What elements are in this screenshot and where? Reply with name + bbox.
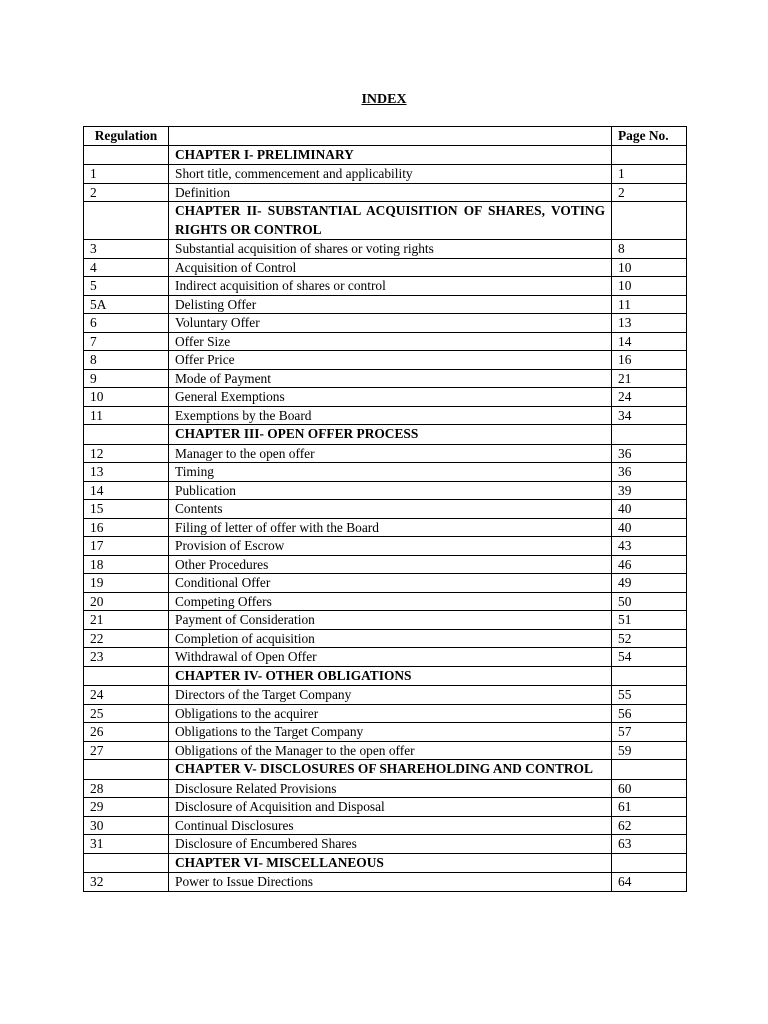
table-row xyxy=(84,406,687,425)
table-row xyxy=(84,555,687,574)
table-row xyxy=(84,611,687,630)
chapter-row xyxy=(84,145,687,165)
table-row xyxy=(84,295,687,314)
table-row xyxy=(84,314,687,333)
page-number-cell: 55 xyxy=(612,686,687,705)
regulation-cell: 8 xyxy=(84,351,169,370)
page-number-cell: 36 xyxy=(612,444,687,463)
table-row xyxy=(84,741,687,760)
title-cell: Offer Price xyxy=(169,351,612,370)
page-number-cell: 60 xyxy=(612,779,687,798)
table-row xyxy=(84,648,687,667)
title-cell: Voluntary Offer xyxy=(169,314,612,333)
table-row xyxy=(84,500,687,519)
title-cell: Timing xyxy=(169,463,612,482)
table-row xyxy=(84,537,687,556)
title-cell: Definition xyxy=(169,183,612,202)
regulation-cell: 14 xyxy=(84,481,169,500)
page-number-cell: 61 xyxy=(612,798,687,817)
page-number-cell: 16 xyxy=(612,351,687,370)
regulation-cell: 10 xyxy=(84,388,169,407)
table-row xyxy=(84,704,687,723)
title-cell: Withdrawal of Open Offer xyxy=(169,648,612,667)
title-cell: Substantial acquisition of shares or voting rights xyxy=(169,240,612,259)
title-cell: Acquisition of Control xyxy=(169,258,612,277)
table-row xyxy=(84,686,687,705)
page-number-cell xyxy=(612,202,687,240)
table-row xyxy=(84,351,687,370)
regulation-cell xyxy=(84,425,169,445)
regulation-cell: 4 xyxy=(84,258,169,277)
table-header-row xyxy=(84,127,687,146)
chapter-title-cell: CHAPTER VI- MISCELLANEOUS xyxy=(169,853,612,873)
page-number-cell: 46 xyxy=(612,555,687,574)
page-number-cell xyxy=(612,760,687,780)
table-row xyxy=(84,574,687,593)
table-row xyxy=(84,723,687,742)
page-number-cell: 50 xyxy=(612,592,687,611)
title-cell: Provision of Escrow xyxy=(169,537,612,556)
title-cell: Disclosure Related Provisions xyxy=(169,779,612,798)
page-number-cell xyxy=(612,853,687,873)
regulation-cell: 18 xyxy=(84,555,169,574)
regulation-cell: 27 xyxy=(84,741,169,760)
title-cell: Other Procedures xyxy=(169,555,612,574)
page-number-cell: 24 xyxy=(612,388,687,407)
regulation-cell: 31 xyxy=(84,835,169,854)
title-cell: Obligations to the acquirer xyxy=(169,704,612,723)
page-number-cell: 36 xyxy=(612,463,687,482)
page-number-cell: 21 xyxy=(612,369,687,388)
page-number-cell xyxy=(612,666,687,686)
table-row xyxy=(84,835,687,854)
chapter-title-cell: CHAPTER III- OPEN OFFER PROCESS xyxy=(169,425,612,445)
regulation-cell: 20 xyxy=(84,592,169,611)
chapter-title-cell: CHAPTER II- SUBSTANTIAL ACQUISITION OF SHARES, VOTING RIGHTS OR CONTROL xyxy=(169,202,612,240)
table-row xyxy=(84,444,687,463)
title-cell: Manager to the open offer xyxy=(169,444,612,463)
title-cell: Publication xyxy=(169,481,612,500)
regulation-cell: 6 xyxy=(84,314,169,333)
page-number-cell: 56 xyxy=(612,704,687,723)
regulation-cell: 3 xyxy=(84,240,169,259)
page-number-cell: 8 xyxy=(612,240,687,259)
page-number-cell: 63 xyxy=(612,835,687,854)
page-number-cell: 13 xyxy=(612,314,687,333)
table-row xyxy=(84,183,687,202)
page-number-cell: 54 xyxy=(612,648,687,667)
table-row xyxy=(84,481,687,500)
title-cell: Directors of the Target Company xyxy=(169,686,612,705)
title-cell: Obligations to the Target Company xyxy=(169,723,612,742)
regulation-cell: 23 xyxy=(84,648,169,667)
page-number-cell: 57 xyxy=(612,723,687,742)
header-regulation: Regulation xyxy=(84,127,169,146)
regulation-cell: 13 xyxy=(84,463,169,482)
page-number-cell: 39 xyxy=(612,481,687,500)
title-cell: Delisting Offer xyxy=(169,295,612,314)
table-row xyxy=(84,332,687,351)
page-number-cell: 51 xyxy=(612,611,687,630)
page-title xyxy=(0,92,768,108)
title-cell: Competing Offers xyxy=(169,592,612,611)
page-number-cell: 49 xyxy=(612,574,687,593)
table-row xyxy=(84,873,687,892)
page-number-cell: 62 xyxy=(612,816,687,835)
title-cell: Obligations of the Manager to the open offer xyxy=(169,741,612,760)
chapter-row xyxy=(84,666,687,686)
table-row xyxy=(84,388,687,407)
page-number-cell: 11 xyxy=(612,295,687,314)
regulation-cell: 22 xyxy=(84,629,169,648)
page-number-cell: 59 xyxy=(612,741,687,760)
table-row xyxy=(84,240,687,259)
table-row xyxy=(84,463,687,482)
regulation-cell xyxy=(84,760,169,780)
page-number-cell: 10 xyxy=(612,277,687,296)
chapter-title-cell: CHAPTER V- DISCLOSURES OF SHAREHOLDING AND CONTROL xyxy=(169,760,612,780)
page-number-cell: 52 xyxy=(612,629,687,648)
table-row xyxy=(84,277,687,296)
table-row xyxy=(84,779,687,798)
table-row xyxy=(84,629,687,648)
page-title-text: INDEX xyxy=(361,92,407,107)
title-cell: Short title, commencement and applicability xyxy=(169,165,612,184)
regulation-cell: 25 xyxy=(84,704,169,723)
regulation-cell: 26 xyxy=(84,723,169,742)
title-cell: Completion of acquisition xyxy=(169,629,612,648)
chapter-row xyxy=(84,202,687,240)
regulation-cell: 29 xyxy=(84,798,169,817)
regulation-cell: 11 xyxy=(84,406,169,425)
title-cell: Disclosure of Acquisition and Disposal xyxy=(169,798,612,817)
regulation-cell xyxy=(84,202,169,240)
regulation-cell: 28 xyxy=(84,779,169,798)
title-cell: Offer Size xyxy=(169,332,612,351)
page-number-cell xyxy=(612,425,687,445)
title-cell: General Exemptions xyxy=(169,388,612,407)
regulation-cell: 12 xyxy=(84,444,169,463)
title-cell: Mode of Payment xyxy=(169,369,612,388)
title-cell: Indirect acquisition of shares or control xyxy=(169,277,612,296)
regulation-cell xyxy=(84,853,169,873)
table-row xyxy=(84,518,687,537)
page-number-cell xyxy=(612,145,687,165)
page-number-cell: 1 xyxy=(612,165,687,184)
index-table-body xyxy=(84,127,687,892)
regulation-cell: 24 xyxy=(84,686,169,705)
title-cell: Disclosure of Encumbered Shares xyxy=(169,835,612,854)
title-cell: Continual Disclosures xyxy=(169,816,612,835)
regulation-cell: 5A xyxy=(84,295,169,314)
header-page-no: Page No. xyxy=(612,127,687,146)
table-row xyxy=(84,369,687,388)
page-number-cell: 14 xyxy=(612,332,687,351)
regulation-cell: 7 xyxy=(84,332,169,351)
chapter-title-cell: CHAPTER IV- OTHER OBLIGATIONS xyxy=(169,666,612,686)
chapter-title-cell: CHAPTER I- PRELIMINARY xyxy=(169,145,612,165)
page-number-cell: 10 xyxy=(612,258,687,277)
table-row xyxy=(84,798,687,817)
page-number-cell: 64 xyxy=(612,873,687,892)
regulation-cell: 15 xyxy=(84,500,169,519)
page-number-cell: 34 xyxy=(612,406,687,425)
regulation-cell: 30 xyxy=(84,816,169,835)
page-number-cell: 40 xyxy=(612,500,687,519)
regulation-cell: 9 xyxy=(84,369,169,388)
regulation-cell xyxy=(84,666,169,686)
page-number-cell: 2 xyxy=(612,183,687,202)
table-row xyxy=(84,258,687,277)
chapter-row xyxy=(84,425,687,445)
regulation-cell: 2 xyxy=(84,183,169,202)
header-title xyxy=(169,127,612,146)
title-cell: Contents xyxy=(169,500,612,519)
index-table xyxy=(83,126,687,892)
page-number-cell: 43 xyxy=(612,537,687,556)
regulation-cell: 19 xyxy=(84,574,169,593)
regulation-cell xyxy=(84,145,169,165)
regulation-cell: 1 xyxy=(84,165,169,184)
title-cell: Payment of Consideration xyxy=(169,611,612,630)
title-cell: Power to Issue Directions xyxy=(169,873,612,892)
regulation-cell: 17 xyxy=(84,537,169,556)
table-row xyxy=(84,165,687,184)
table-row xyxy=(84,592,687,611)
table-row xyxy=(84,816,687,835)
chapter-row xyxy=(84,853,687,873)
regulation-cell: 5 xyxy=(84,277,169,296)
chapter-row xyxy=(84,760,687,780)
regulation-cell: 16 xyxy=(84,518,169,537)
page-number-cell: 40 xyxy=(612,518,687,537)
regulation-cell: 32 xyxy=(84,873,169,892)
title-cell: Exemptions by the Board xyxy=(169,406,612,425)
title-cell: Conditional Offer xyxy=(169,574,612,593)
title-cell: Filing of letter of offer with the Board xyxy=(169,518,612,537)
regulation-cell: 21 xyxy=(84,611,169,630)
